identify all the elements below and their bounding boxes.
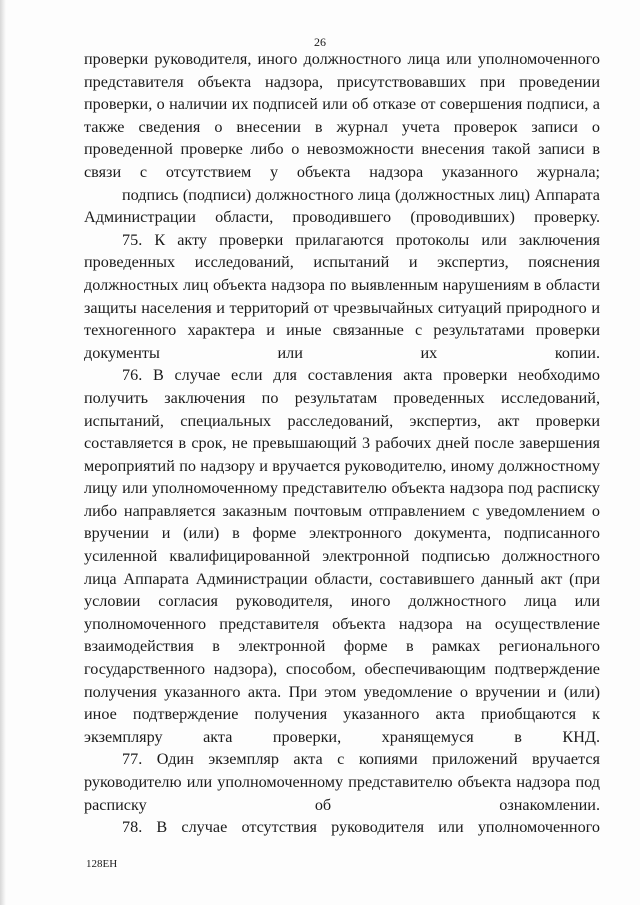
footer-document-code: 128ЕН [86,858,118,870]
text-line: руководителю или уполномоченному представителю объекта надзора под [84,773,600,791]
text-line: 75. К акту проверки прилагаются протоколы или заключения [122,230,600,249]
text-line: мероприятий по надзору и вручается руководителю, иному должностному [84,456,600,475]
text-line: проверки руководителя, иного должностного лица или уполномоченного [84,50,600,68]
text-line: либо направляется заказным почтовым отправлением с уведомлением о [84,501,600,520]
text-line: лицу или уполномоченному представителю объекта надзора под расписку [84,479,600,498]
text-line: документы или их копии. [84,343,600,362]
text-line: иное подтверждение получения указанного акта приобщаются к [84,705,600,724]
text-line: 77. Один экземпляр акта с копиями приложений вручается [122,750,600,769]
text-line: вручении и (или) в форме электронного документа, подписанного [84,524,600,543]
text-line: отсутствием у объекта надзора указанного журнала; [165,162,601,181]
text-line: представителя объекта надзора, присутствовавших при проведении [84,72,600,91]
text-line: 78. В случае отсутствия руководителя или уполномоченного [122,818,600,837]
scan-edge-shadow [0,0,6,905]
text-line: усиленной квалифицированной электронной подписью должностного [84,547,600,566]
text-line: составляется в срок, не превышающий 3 рабочих дней после завершения [84,434,600,453]
text-line: техногенного характера и иные связанные с результатами проверки [84,321,600,340]
text-line: проверки, о наличии их подписей или об отказе от совершения подписи, а [84,95,600,114]
document-body [84,48,600,839]
text-line: также сведения о внесении в журнал учета проверок записи о проведенной [84,117,600,159]
paragraph-continuation [84,48,600,184]
text-line: уполномоченного представителя объекта надзора на осуществление [84,614,600,633]
text-line: расписку об ознакомлении. [84,795,600,814]
page-number: 26 [314,35,326,49]
text-line: 76. В случае если для составления акта проверки необходимо [122,366,600,385]
paragraph-75 [84,229,600,365]
text-line: проведенных исследований, испытаний и экспертиз, пояснения [84,253,600,272]
text-line: государственного надзора), способом, обеспечивающим подтверждение [84,660,600,679]
text-line: Администрации области, проводившего (проводивших) проверку. [84,208,600,227]
text-line: должностных лиц объекта надзора по выявленным нарушениям в области [84,275,600,294]
paragraph-77 [84,748,600,816]
paragraph-76 [84,364,600,748]
text-line: лица Аппарата Администрации области, составившего данный акт (при [84,569,600,588]
text-line: получения указанного акта. При этом уведомление о вручении и (или) [84,682,600,701]
text-line: испытаний, специальных расследований, экспертиз, акт проверки [84,411,600,430]
text-line: защиты населения и территорий от чрезвычайных ситуаций природного и [84,298,600,317]
text-line: экземпляру акта проверки, хранящемуся в КНД. [84,727,600,746]
text-line: условии согласия руководителя, иного должностного лица или [84,592,600,611]
paragraph-78 [84,816,600,839]
text-line: подпись (подписи) должностного лица (должностных лиц) Аппарата [122,185,600,204]
paragraph-signature [84,184,600,229]
text-line: взаимодействия в электронной форме в рамках регионального [84,637,600,656]
text-line: проверке либо о невозможности внесения такой записи в связи с [84,140,600,181]
text-line: получить заключения по результатам проведенных исследований, [84,388,600,407]
